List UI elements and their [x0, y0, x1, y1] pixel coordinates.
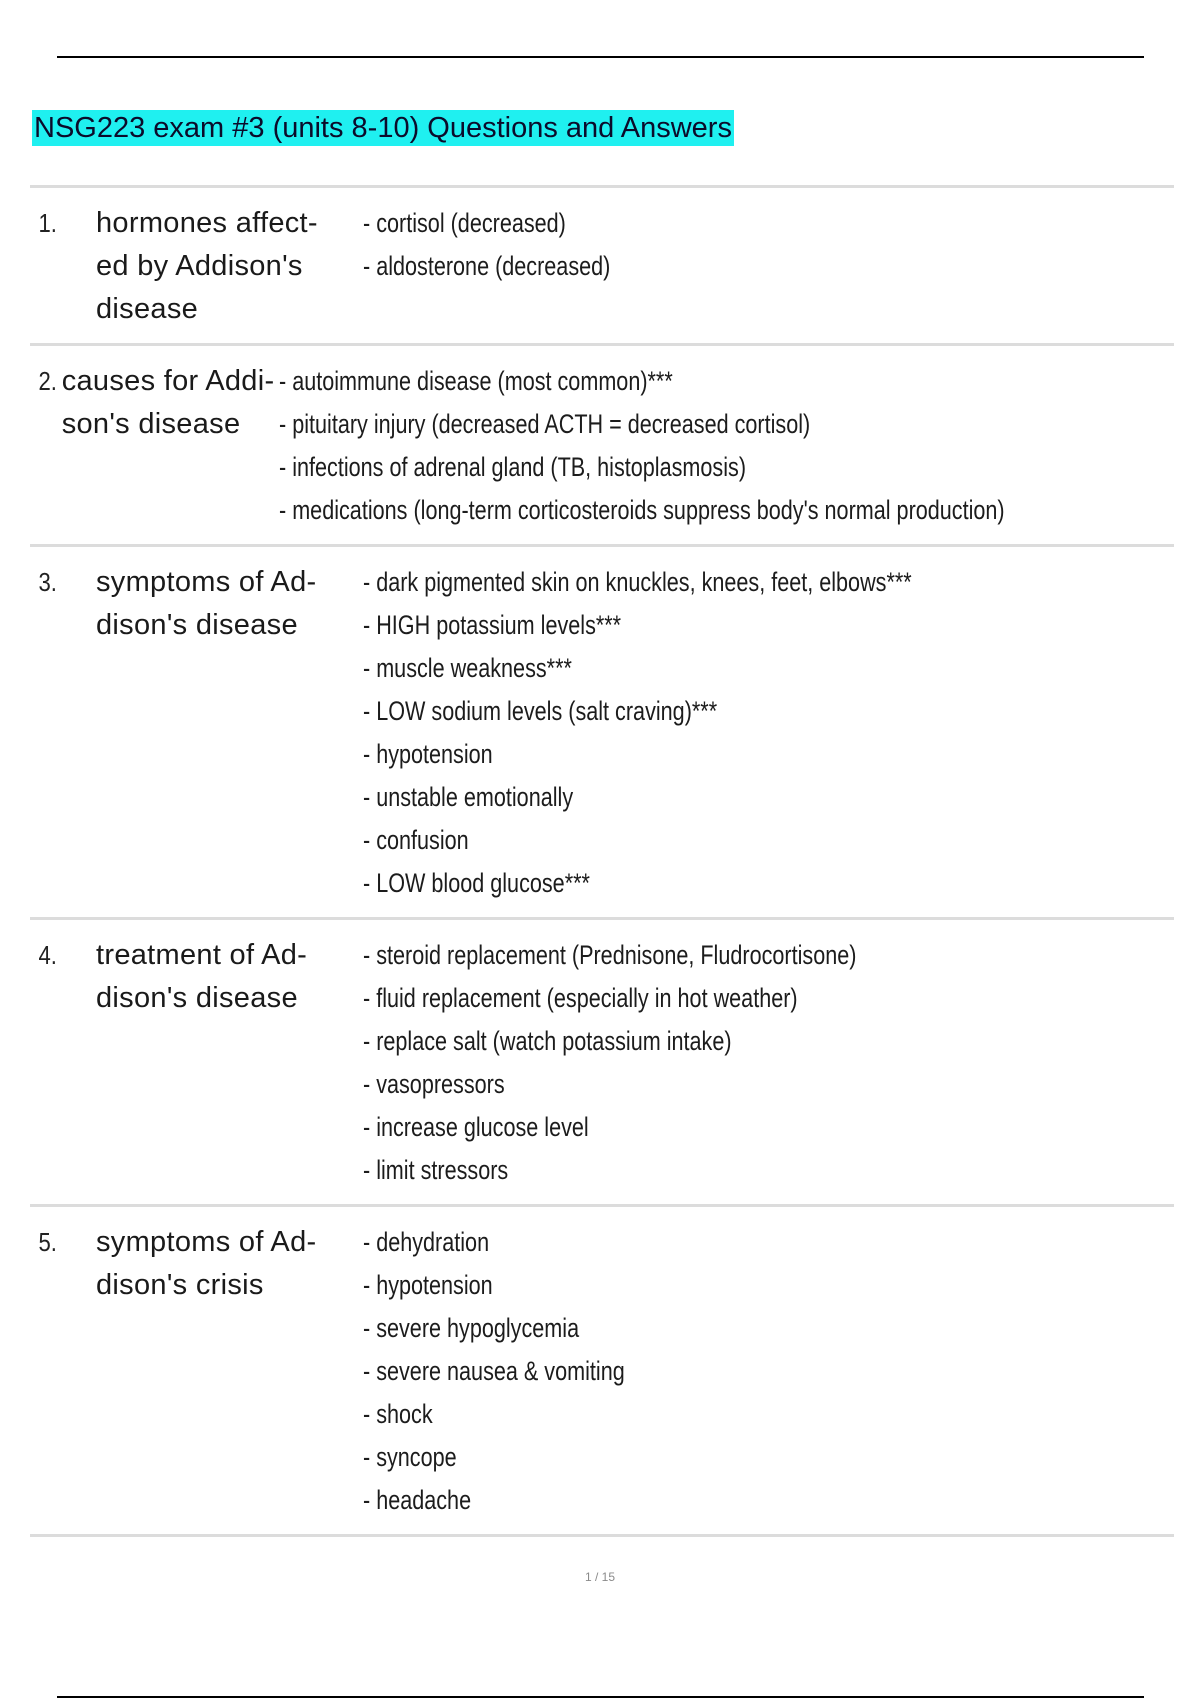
- question-text: [96, 1221, 358, 1522]
- answer-line: - severe nausea & vomiting: [363, 1356, 625, 1386]
- answer-line: - fluid replacement (especially in hot weather): [363, 983, 798, 1013]
- question-line: causes for Addi-: [61, 365, 275, 397]
- question-text: [96, 934, 358, 1192]
- answer-line: - dehydration: [363, 1227, 490, 1257]
- question-line: hormones affect-: [96, 207, 318, 239]
- question-text: [96, 202, 358, 331]
- qa-row: [30, 1207, 1174, 1537]
- answer-line: - pituitary injury (decreased ACTH = decreased cortisol): [279, 409, 811, 439]
- question-line: dison's crisis: [96, 1269, 264, 1301]
- answer-line: - unstable emotionally: [363, 782, 574, 812]
- question-line: symptoms of Ad-: [96, 1226, 317, 1258]
- top-rule: [57, 56, 1144, 58]
- answer-line: - cortisol (decreased): [363, 208, 566, 238]
- question-number: 3.: [38, 567, 57, 597]
- answer-list: [358, 202, 1174, 331]
- qa-row: [30, 188, 1174, 346]
- answer-line: - confusion: [363, 825, 469, 855]
- question-line: symptoms of Ad-: [96, 566, 317, 598]
- question-text: [96, 561, 358, 905]
- answer-line: - LOW sodium levels (salt craving)***: [363, 696, 718, 726]
- answer-line: - aldosterone (decreased): [363, 251, 611, 281]
- answer-list: [358, 934, 1174, 1192]
- answer-list: [358, 561, 1174, 905]
- answer-line: - severe hypoglycemia: [363, 1313, 580, 1343]
- answer-line: - increase glucose level: [363, 1112, 589, 1142]
- answer-line: - headache: [363, 1485, 472, 1515]
- answer-line: - LOW blood glucose***: [363, 868, 590, 898]
- question-number: 4.: [38, 940, 57, 970]
- question-line: disease: [96, 293, 199, 325]
- question-line: ed by Addison's: [96, 250, 303, 282]
- question-number: 1.: [38, 208, 57, 238]
- answer-line: - autoimmune disease (most common)***: [279, 366, 674, 396]
- answer-list: [274, 360, 1186, 532]
- answer-line: - hypotension: [363, 1270, 493, 1300]
- answer-line: - steroid replacement (Prednisone, Fludrocortisone): [363, 940, 857, 970]
- question-line: son's disease: [61, 408, 241, 440]
- question-line: dison's disease: [96, 609, 298, 641]
- qa-row: [30, 346, 1174, 547]
- question-text: [62, 360, 275, 532]
- page-number: 1 / 15: [584, 1570, 616, 1584]
- answer-line: - limit stressors: [363, 1155, 509, 1185]
- answer-line: - shock: [363, 1399, 433, 1429]
- bottom-rule: [57, 1696, 1144, 1698]
- answer-line: - HIGH potassium levels***: [363, 610, 622, 640]
- answer-line: - hypotension: [363, 739, 493, 769]
- document-title: NSG223 exam #3 (units 8-10) Questions and Answers: [34, 112, 732, 144]
- qa-row: [30, 547, 1174, 920]
- answer-line: - infections of adrenal gland (TB, histoplasmosis): [279, 452, 747, 482]
- answer-line: - medications (long-term corticosteroids suppress body's normal production): [279, 495, 1006, 525]
- answer-line: - dark pigmented skin on knuckles, knees, feet, elbows***: [363, 567, 912, 597]
- answer-line: - vasopressors: [363, 1069, 505, 1099]
- question-number: 5.: [38, 1227, 57, 1257]
- qa-row: [30, 920, 1174, 1207]
- question-line: dison's disease: [96, 982, 298, 1014]
- question-number: 2.: [38, 366, 57, 396]
- qa-list: [30, 185, 1174, 1537]
- answer-line: - muscle weakness***: [363, 653, 572, 683]
- question-line: treatment of Ad-: [96, 939, 308, 971]
- answer-line: - replace salt (watch potassium intake): [363, 1026, 732, 1056]
- answer-list: [358, 1221, 1174, 1522]
- answer-line: - syncope: [363, 1442, 457, 1472]
